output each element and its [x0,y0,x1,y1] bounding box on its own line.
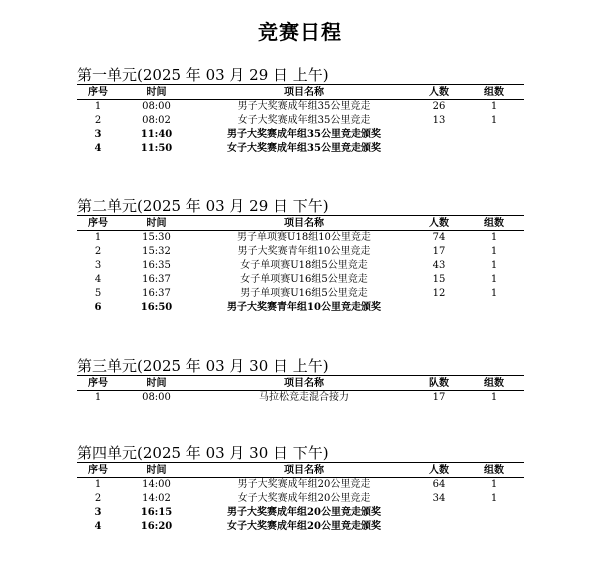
table-header-row [77,216,524,231]
table-row [77,391,524,406]
schedule-table [77,375,524,405]
cell-count [414,142,464,156]
header-count: 人数 [414,85,464,100]
cell-time: 16:35 [142,260,171,271]
header-teams: 队数 [414,376,464,391]
cell-seq: 4 [94,143,102,154]
cell-name: 女子大奖赛成年组35公里竞走颁奖 [227,143,381,154]
header-seq: 序号 [77,85,119,100]
cell-count: 34 [432,493,446,504]
header-name: 项目名称 [194,216,414,231]
table-row [77,114,524,128]
cell-groups: 1 [490,288,498,299]
session-title: 第三单元(2025 年 03 月 30 日 上午) [77,357,329,375]
cell-seq: 6 [94,302,102,313]
header-seq: 序号 [77,463,119,478]
header-time: 时间 [119,85,194,100]
cell-groups [464,142,524,156]
table-row [77,231,524,246]
cell-name: 女子大奖赛成年组20公里竞走 [237,493,371,504]
cell-name: 男子大奖赛青年组10公里竞走颁奖 [227,302,381,313]
cell-name: 男子大奖赛成年组35公里竞走 [237,101,371,112]
schedule-table [77,215,524,315]
cell-seq: 2 [94,115,102,126]
header-seq: 序号 [77,376,119,391]
cell-name: 男子大奖赛青年组10公里竞走 [237,246,371,257]
cell-seq: 4 [94,521,102,532]
cell-groups [464,301,524,315]
table-row [77,259,524,273]
header-groups: 组数 [464,463,524,478]
cell-name: 女子单项赛U18组5公里竞走 [240,260,368,271]
schedule-table [77,462,524,534]
header-groups: 组数 [464,376,524,391]
cell-time: 15:30 [142,232,171,243]
header-seq: 序号 [77,216,119,231]
cell-name: 男子单项赛U18组10公里竞走 [237,232,371,243]
session-3 [77,357,524,405]
cell-time: 11:40 [140,129,173,140]
cell-time: 14:02 [142,493,171,504]
cell-seq: 1 [94,479,102,490]
cell-count [414,301,464,315]
cell-count: 64 [432,479,446,490]
header-groups: 组数 [464,85,524,100]
table-row [77,492,524,506]
header-name: 项目名称 [194,376,414,391]
cell-seq: 1 [94,101,102,112]
cell-seq: 2 [94,493,102,504]
cell-name: 马拉松竞走混合接力 [259,392,349,403]
cell-time: 11:50 [140,143,173,154]
cell-count: 17 [432,246,446,257]
cell-groups: 1 [490,232,498,243]
session-title: 第二单元(2025 年 03 月 29 日 下午) [77,197,329,215]
cell-time: 08:00 [142,392,171,403]
cell-name: 男子大奖赛成年组20公里竞走 [237,479,371,490]
cell-time: 15:32 [142,246,171,257]
cell-count [414,520,464,534]
cell-time: 16:37 [142,288,171,299]
cell-groups: 1 [490,392,498,403]
cell-seq: 1 [94,232,102,243]
cell-time: 08:02 [142,115,171,126]
cell-time: 16:15 [140,507,173,518]
cell-groups [464,128,524,142]
header-count: 人数 [414,216,464,231]
table-row [77,273,524,287]
table-row [77,506,524,520]
cell-count: 15 [432,274,446,285]
cell-name: 男子单项赛U16组5公里竞走 [240,288,368,299]
cell-time: 16:37 [142,274,171,285]
cell-seq: 2 [94,246,102,257]
cell-groups [464,506,524,520]
table-row [77,128,524,142]
session-title: 第一单元(2025 年 03 月 29 日 上午) [77,66,329,84]
cell-time: 16:50 [140,302,173,313]
cell-count [414,506,464,520]
cell-seq: 4 [94,274,102,285]
table-row [77,520,524,534]
cell-name: 女子单项赛U16组5公里竞走 [240,274,368,285]
table-header-row [77,463,524,478]
header-name: 项目名称 [194,463,414,478]
cell-seq: 1 [94,392,102,403]
page-title: 竞赛日程 [258,20,342,44]
schedule-table [77,84,524,156]
table-header-row [77,376,524,391]
cell-time: 08:00 [142,101,171,112]
cell-seq: 3 [94,129,102,140]
cell-count: 12 [432,288,446,299]
header-time: 时间 [119,463,194,478]
cell-seq: 5 [94,288,102,299]
header-count: 人数 [414,463,464,478]
cell-count [414,128,464,142]
cell-count: 13 [432,115,446,126]
cell-groups: 1 [490,115,498,126]
cell-name: 女子大奖赛成年组35公里竞走 [237,115,371,126]
cell-count: 17 [432,392,446,403]
table-row [77,142,524,156]
cell-name: 女子大奖赛成年组20公里竞走颁奖 [227,521,381,532]
cell-count: 74 [432,232,446,243]
header-time: 时间 [119,216,194,231]
table-header-row [77,85,524,100]
header-time: 时间 [119,376,194,391]
table-row [77,245,524,259]
table-row [77,478,524,493]
cell-seq: 3 [94,260,102,271]
cell-count: 26 [432,101,446,112]
table-row [77,287,524,301]
table-row [77,301,524,315]
cell-count: 43 [432,260,446,271]
cell-groups: 1 [490,101,498,112]
cell-groups: 1 [490,260,498,271]
cell-groups: 1 [490,274,498,285]
session-title: 第四单元(2025 年 03 月 30 日 下午) [77,444,329,462]
cell-groups: 1 [490,246,498,257]
cell-name: 男子大奖赛成年组35公里竞走颁奖 [227,129,381,140]
table-row [77,100,524,115]
cell-groups [464,520,524,534]
cell-time: 16:20 [140,521,173,532]
cell-groups: 1 [490,493,498,504]
header-groups: 组数 [464,216,524,231]
cell-time: 14:00 [142,479,171,490]
cell-groups: 1 [490,479,498,490]
header-name: 项目名称 [194,85,414,100]
cell-name: 男子大奖赛成年组20公里竞走颁奖 [227,507,381,518]
session-4 [77,444,524,534]
session-1 [77,66,524,156]
cell-seq: 3 [94,507,102,518]
session-2 [77,197,524,315]
